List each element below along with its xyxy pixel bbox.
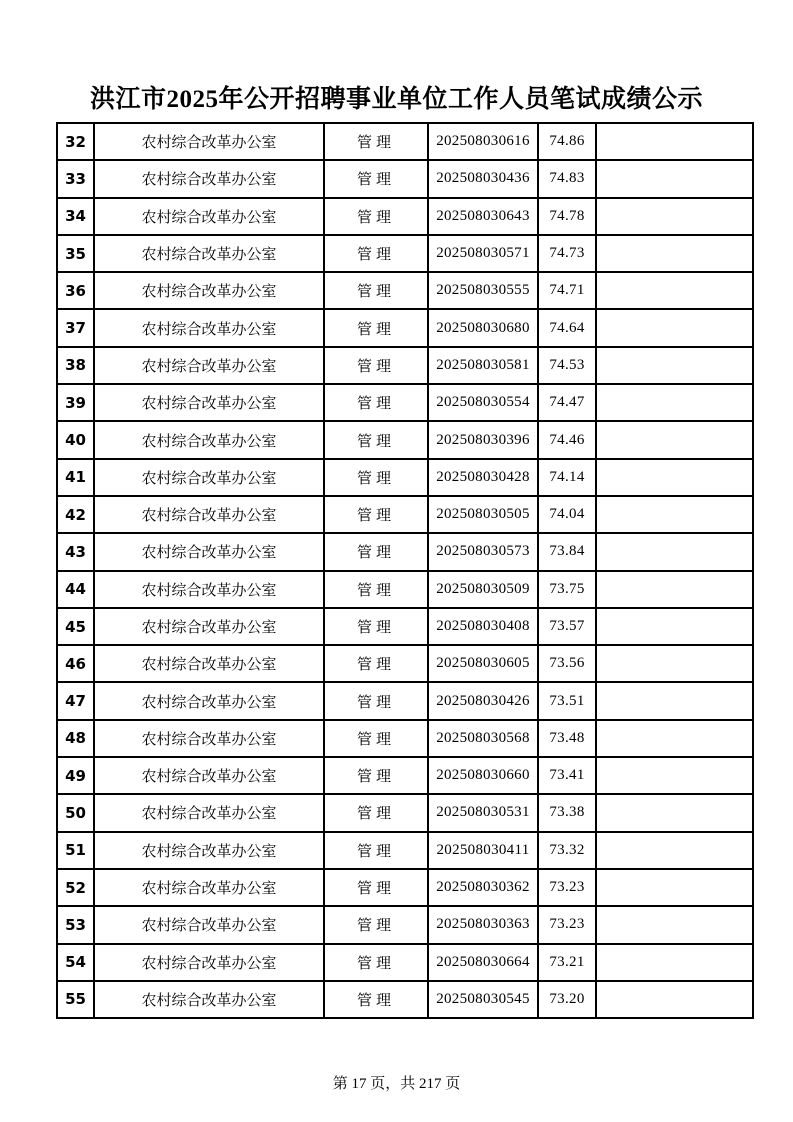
cell-ticket-number: 202508030426 (428, 682, 538, 719)
cell-post-category: 管理 (324, 944, 428, 981)
cell-unit-name: 农村综合改革办公室 (94, 198, 324, 235)
cell-row-number: 51 (57, 832, 94, 869)
cell-remark (596, 421, 753, 458)
cell-remark (596, 384, 753, 421)
cell-remark (596, 944, 753, 981)
cell-score: 73.20 (538, 981, 596, 1018)
score-table-body (57, 123, 753, 1018)
cell-ticket-number: 202508030545 (428, 981, 538, 1018)
cell-score: 74.14 (538, 459, 596, 496)
cell-remark (596, 645, 753, 682)
cell-post-category: 管理 (324, 235, 428, 272)
cell-row-number: 44 (57, 571, 94, 608)
cell-unit-name: 农村综合改革办公室 (94, 645, 324, 682)
table-row (57, 160, 753, 197)
cell-row-number: 54 (57, 944, 94, 981)
cell-row-number: 38 (57, 347, 94, 384)
cell-row-number: 45 (57, 608, 94, 645)
cell-score: 74.71 (538, 272, 596, 309)
cell-remark (596, 347, 753, 384)
cell-row-number: 46 (57, 645, 94, 682)
cell-row-number: 52 (57, 869, 94, 906)
cell-unit-name: 农村综合改革办公室 (94, 794, 324, 831)
cell-score: 73.56 (538, 645, 596, 682)
cell-score: 74.83 (538, 160, 596, 197)
cell-remark (596, 272, 753, 309)
cell-ticket-number: 202508030605 (428, 645, 538, 682)
cell-row-number: 53 (57, 906, 94, 943)
cell-remark (596, 571, 753, 608)
cell-post-category: 管理 (324, 384, 428, 421)
cell-remark (596, 906, 753, 943)
table-row (57, 794, 753, 831)
cell-ticket-number: 202508030573 (428, 533, 538, 570)
cell-remark (596, 198, 753, 235)
cell-post-category: 管理 (324, 720, 428, 757)
cell-score: 74.04 (538, 496, 596, 533)
cell-post-category: 管理 (324, 645, 428, 682)
cell-post-category: 管理 (324, 123, 428, 160)
cell-ticket-number: 202508030555 (428, 272, 538, 309)
cell-ticket-number: 202508030531 (428, 794, 538, 831)
cell-row-number: 41 (57, 459, 94, 496)
table-row (57, 571, 753, 608)
cell-remark (596, 832, 753, 869)
cell-row-number: 39 (57, 384, 94, 421)
cell-row-number: 55 (57, 981, 94, 1018)
cell-ticket-number: 202508030411 (428, 832, 538, 869)
cell-remark (596, 720, 753, 757)
cell-unit-name: 农村综合改革办公室 (94, 869, 324, 906)
cell-row-number: 34 (57, 198, 94, 235)
table-row (57, 757, 753, 794)
cell-score: 73.38 (538, 794, 596, 831)
page-number: 第 17 页，共 217 页 (332, 1076, 461, 1092)
cell-unit-name: 农村综合改革办公室 (94, 235, 324, 272)
cell-remark (596, 235, 753, 272)
table-row (57, 421, 753, 458)
cell-remark (596, 123, 753, 160)
cell-row-number: 35 (57, 235, 94, 272)
cell-ticket-number: 202508030408 (428, 608, 538, 645)
cell-score: 74.78 (538, 198, 596, 235)
cell-score: 73.48 (538, 720, 596, 757)
cell-unit-name: 农村综合改革办公室 (94, 682, 324, 719)
table-row (57, 682, 753, 719)
score-table (56, 122, 754, 1019)
cell-post-category: 管理 (324, 272, 428, 309)
cell-unit-name: 农村综合改革办公室 (94, 347, 324, 384)
cell-unit-name: 农村综合改革办公室 (94, 421, 324, 458)
cell-unit-name: 农村综合改革办公室 (94, 384, 324, 421)
cell-row-number: 50 (57, 794, 94, 831)
table-row (57, 906, 753, 943)
cell-post-category: 管理 (324, 198, 428, 235)
cell-post-category: 管理 (324, 832, 428, 869)
cell-unit-name: 农村综合改革办公室 (94, 123, 324, 160)
cell-score: 74.53 (538, 347, 596, 384)
cell-unit-name: 农村综合改革办公室 (94, 571, 324, 608)
cell-score: 73.23 (538, 869, 596, 906)
cell-score: 74.64 (538, 309, 596, 346)
table-row (57, 496, 753, 533)
cell-post-category: 管理 (324, 533, 428, 570)
cell-ticket-number: 202508030581 (428, 347, 538, 384)
cell-row-number: 42 (57, 496, 94, 533)
cell-ticket-number: 202508030643 (428, 198, 538, 235)
cell-post-category: 管理 (324, 421, 428, 458)
cell-post-category: 管理 (324, 571, 428, 608)
cell-row-number: 43 (57, 533, 94, 570)
cell-row-number: 33 (57, 160, 94, 197)
cell-post-category: 管理 (324, 794, 428, 831)
cell-score: 73.21 (538, 944, 596, 981)
cell-post-category: 管理 (324, 160, 428, 197)
cell-score: 73.41 (538, 757, 596, 794)
table-row (57, 272, 753, 309)
table-row (57, 720, 753, 757)
cell-post-category: 管理 (324, 347, 428, 384)
table-row (57, 981, 753, 1018)
cell-remark (596, 459, 753, 496)
cell-unit-name: 农村综合改革办公室 (94, 533, 324, 570)
table-row (57, 123, 753, 160)
cell-row-number: 48 (57, 720, 94, 757)
cell-post-category: 管理 (324, 981, 428, 1018)
cell-post-category: 管理 (324, 869, 428, 906)
table-row (57, 869, 753, 906)
cell-score: 73.57 (538, 608, 596, 645)
cell-remark (596, 794, 753, 831)
cell-unit-name: 农村综合改革办公室 (94, 981, 324, 1018)
table-row (57, 347, 753, 384)
table-row (57, 198, 753, 235)
cell-ticket-number: 202508030571 (428, 235, 538, 272)
cell-score: 73.32 (538, 832, 596, 869)
cell-unit-name: 农村综合改革办公室 (94, 757, 324, 794)
cell-row-number: 40 (57, 421, 94, 458)
table-row (57, 309, 753, 346)
cell-ticket-number: 202508030554 (428, 384, 538, 421)
table-row (57, 235, 753, 272)
cell-ticket-number: 202508030509 (428, 571, 538, 608)
cell-post-category: 管理 (324, 309, 428, 346)
cell-row-number: 37 (57, 309, 94, 346)
cell-unit-name: 农村综合改革办公室 (94, 944, 324, 981)
table-row (57, 384, 753, 421)
cell-remark (596, 309, 753, 346)
page-title: 洪江市2025年公开招聘事业单位工作人员笔试成绩公示 (89, 86, 703, 113)
cell-post-category: 管理 (324, 682, 428, 719)
table-row (57, 832, 753, 869)
cell-unit-name: 农村综合改革办公室 (94, 906, 324, 943)
cell-unit-name: 农村综合改革办公室 (94, 496, 324, 533)
cell-score: 74.46 (538, 421, 596, 458)
cell-remark (596, 757, 753, 794)
cell-ticket-number: 202508030568 (428, 720, 538, 757)
cell-row-number: 47 (57, 682, 94, 719)
cell-unit-name: 农村综合改革办公室 (94, 309, 324, 346)
cell-ticket-number: 202508030362 (428, 869, 538, 906)
cell-score: 73.75 (538, 571, 596, 608)
cell-score: 73.23 (538, 906, 596, 943)
cell-row-number: 36 (57, 272, 94, 309)
cell-ticket-number: 202508030660 (428, 757, 538, 794)
cell-ticket-number: 202508030436 (428, 160, 538, 197)
cell-unit-name: 农村综合改革办公室 (94, 832, 324, 869)
cell-unit-name: 农村综合改革办公室 (94, 160, 324, 197)
table-row (57, 459, 753, 496)
cell-post-category: 管理 (324, 906, 428, 943)
table-row (57, 645, 753, 682)
cell-score: 73.51 (538, 682, 596, 719)
cell-remark (596, 496, 753, 533)
cell-unit-name: 农村综合改革办公室 (94, 459, 324, 496)
cell-score: 74.47 (538, 384, 596, 421)
cell-remark (596, 682, 753, 719)
cell-row-number: 49 (57, 757, 94, 794)
cell-score: 74.73 (538, 235, 596, 272)
cell-post-category: 管理 (324, 459, 428, 496)
cell-ticket-number: 202508030363 (428, 906, 538, 943)
table-row (57, 608, 753, 645)
cell-row-number: 32 (57, 123, 94, 160)
cell-post-category: 管理 (324, 757, 428, 794)
cell-unit-name: 农村综合改革办公室 (94, 720, 324, 757)
cell-unit-name: 农村综合改革办公室 (94, 608, 324, 645)
cell-ticket-number: 202508030505 (428, 496, 538, 533)
cell-remark (596, 869, 753, 906)
cell-ticket-number: 202508030680 (428, 309, 538, 346)
table-row (57, 533, 753, 570)
cell-ticket-number: 202508030396 (428, 421, 538, 458)
cell-ticket-number: 202508030428 (428, 459, 538, 496)
cell-remark (596, 608, 753, 645)
cell-ticket-number: 202508030664 (428, 944, 538, 981)
cell-post-category: 管理 (324, 608, 428, 645)
cell-score: 74.86 (538, 123, 596, 160)
cell-ticket-number: 202508030616 (428, 123, 538, 160)
table-row (57, 944, 753, 981)
cell-remark (596, 533, 753, 570)
cell-unit-name: 农村综合改革办公室 (94, 272, 324, 309)
cell-score: 73.84 (538, 533, 596, 570)
cell-remark (596, 981, 753, 1018)
cell-remark (596, 160, 753, 197)
cell-post-category: 管理 (324, 496, 428, 533)
